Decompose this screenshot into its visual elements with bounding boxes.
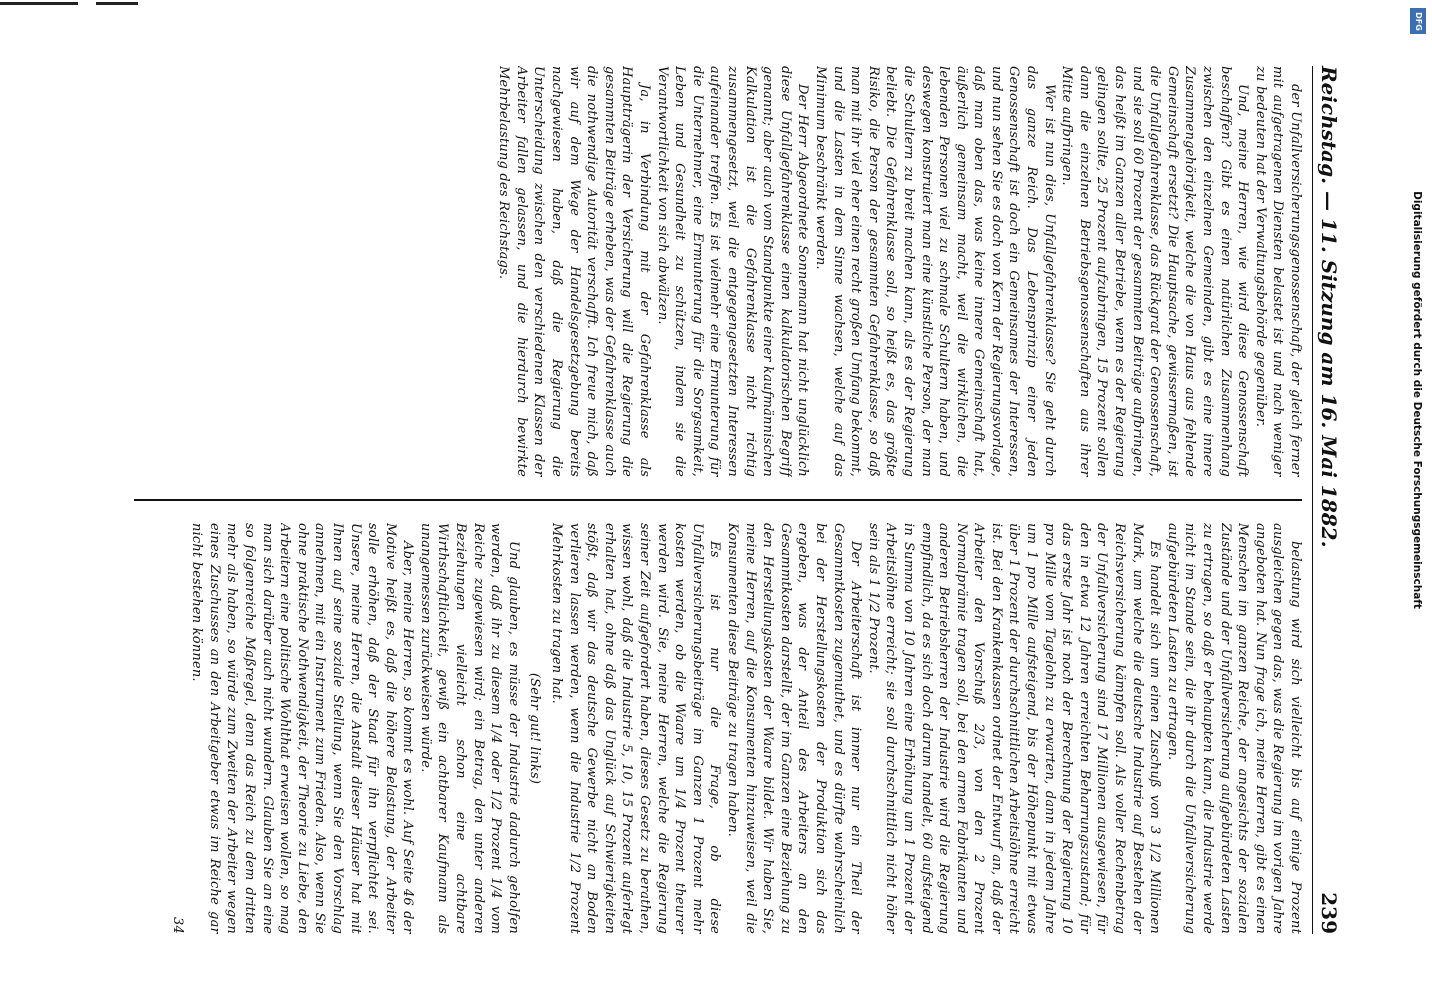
paragraph: Ja, in Verbindung mit der Gefahrenklasse als Hauptträgerin der Versicherung will die Regierung die gesammten Beiträge erheben, was der Gefahrenklasse auch die nothwendige Autorität verschafft. Ich freue mich, daß wir auf dem Wege der Handelsgesetzgebung bereits nachgewiesen haben, daß die Regierung die Unterscheidung zwischen den verschiedenen Klassen der Arbeiter fallen gelassen, und die hierdurch bewirkte Mehrbelastung des Reichstags. <box>496 66 653 477</box>
running-header <box>1312 66 1341 934</box>
text-columns <box>134 66 1304 934</box>
paragraph: Es ist nur die Frage, ob diese Unfallversicherungsbeiträge im Ganzen 1 Prozent mehr kosten werden, ob die Waare um 1/4 Prozent theurer werden wird. Sie, meine Herren, welche die Regierung seiner Zeit aufgefordert haben, dieses Gesetz zu berathen, wissen wohl, daß die Industrie 5, 10, 15 Prozent auferlegt erhalten hat, ohne daß das Unglück auf Schwierigkeiten stößt, daß wir das deutsche Gewerbe nicht an Boden verlieren lassen werden, wenn die Industrie 1/2 Prozent Mehrkosten zu tragen hat. <box>549 523 723 934</box>
digitization-note-text: Digitalisierung gefördert durch die Deutsche Forschungsgemeinschaft <box>1411 191 1423 609</box>
dfg-logo-label: DFG <box>1413 11 1423 31</box>
paragraph: belastung wird sich vielleicht bis auf einige Prozent ausgleichen gegen das, was die Regierung im vorigen Jahre angeboten hat. Nun frage ich, meine Herren, gibt es einen Menschen im ganzen Reiche, der angesichts der sozialen Zustände und der Unfallversicherung aufgebürdeten Lasten zu ertragen, so daß er behaupten kann, die Industrie werde nicht im Stande sein, die ihr durch die Unfallversicherung aufgebürdeten Lasten zu ertragen. <box>1164 523 1303 934</box>
paragraph: Der Herr Abgeordnete Sonnemann hat nicht unglücklich diese Unfallgefahrenklasse einen kalkulatorischen Begriff genannt; aber auch vom Standpunkte einer kaufmännischen Kalkulation ist die Gefahrenklasse nicht richtig zusammengesetzt, weil die entgegengesetzten Interessen aufeinander treffen. Es ist vielmehr eine Ermunterung für die Unternehmer, eine Ermunterung für die Sorgsamkeit, Leben und Gesundheit zu schützen, indem sie die Verantwortlichkeit von sich abwälzen. <box>654 66 811 477</box>
signature-mark: 34 <box>169 917 185 934</box>
paragraph: der Unfallversicherungsgenossenschaft, der gleich ferner mit aufgetragenen Diensten belastet ist und nach weniger zu bedeuten hat der Verwaltungsbehörde gegenüber. <box>1252 66 1303 477</box>
column-divider <box>134 499 1302 501</box>
paragraph: Und glauben, es müsse der Industrie dadurch geholfen werden, daß ihr zu diesem 1/4 oder 1/2 Prozent 1/4 vom Reiche zugewiesen wird; ein Betrag, den unter anderen Beziehungen vielleicht schon eine achtbare Wirthschaftlichkeit, gewiß ein achtbarer Kaufmann als unangemessen zurückweisen würde. <box>417 523 521 934</box>
paragraph: Und, meine Herren, wie wird diese Genossenschaft beschaffen? Gibt es einen natürlichen Zusammenhang zwischen den einzelnen Gemeinden, gibt es eine innere Zusammengehörigkeit, welche die von Haus aus fehlende Gemeinschaft ersetzt? Die Hauptsache, gewissermaßen, ist die Unfallgefahrenklasse, das Rückgrat der Genossenschaft, und sie soll 60 Prozent der gesammten Beiträge aufbringen, das heißt im Ganzen aller Betriebe, wenn es der Regierung gelingen sollte, 25 Prozent aufzubringen, 15 Prozent sollen dann die einzelnen Betriebsgenossenschaften aus ihrer Mitte aufbringen. <box>1059 66 1251 477</box>
interjection: (Sehr gut! links) <box>527 672 543 785</box>
paragraph: Wer ist nun dies, Unfallgefahrenklasse? Sie geht durch das ganze Reich. Das Lebensprinzip einer jeden Genossenschaft ist doch ein Gemeinsames der Interessen, und nun sehen Sie es doch von Kern der Regierungsvorlage, daß man oben das, was keine innere Gemeinschaft hat, äußerlich gemeinsam macht, weil die wirklichen, die lebenden Personen viel zu schmale Schultern haben, und deswegen konstruiert man eine künstliche Person, der man die Schultern zu breit machen kann, als es der Regierung beliebt. Die Gefahrenklasse soll, so heißt es, das größte Risiko, die Person der gesammten Gefahrenklasse, so daß man mit ihr viel eher einen recht großen Umfang bekommt, und die Lasten in dem Sinne wachsen, welche auf das Minimum beschränkt werden. <box>812 66 1057 477</box>
scan-corner-mark <box>96 2 138 5</box>
page-number: 239 <box>1317 892 1341 934</box>
left-column <box>134 66 1304 477</box>
right-column <box>134 523 1304 934</box>
paragraph: Aber, meine Herren, so kommt es wohl. Auf Seite 46 der Motive heißt es, daß die höhere Belastung, der Arbeiter solle erhöhen, daß der Staat für ihn verpflichtet sei. Unsere, meine Herren, die Anstalt dieser Häuser hat mit Ihnen auf seine soziale Stellung, wenn Sie den Vorschlag annehmen, mit ein Instrument zum Frieden. Also, wenn Sie ohne praktische Nothwendigkeit, der Theorie zu Liebe, den Arbeitern eine politische Wohlthat erweisen wollen, so mag man sich darüber auch nicht wundern. Glauben Sie an eine so folgenreiche Maßregel, denn das Reich zu dem dritten mehr als haben, so würde zum Zweiten der Arbeiter wegen eines Zuschusses an den Arbeitgeber etwas im Reiche gar nicht bestehen können. <box>189 523 416 934</box>
paragraph: Es handelt sich um einen Zuschuß von 3 1/2 Millionen Mark, um welche die deutsche Industrie auf Bestehen der Reichsversicherung kämpfen soll. Als voller Rechenbetrag der Unfallversicherung sind 17 Millionen ausgewiesen, für den in etwa 12 Jahren erreichten Beharrungszustand; für das erste Jahr ist noch der Berechnung der Regierung 10 pro Mille vom Tagelohn zu erwarten, dann in jedem Jahre um 1 pro Mille aufsteigend, bis der Höhepunkt mit etwas über 1 Prozent der durchschnittlichen Arbeitslöhne erreicht ist. Bei den Krankenkassen ordnet der Entwurf an, daß der Arbeiter den Vorschuß 2/3, von den 2 Prozent Normalprämie tragen soll, bei den armen Fabrikanten und anderen Betriebsherren der Industrie wird die Regierung empfindlich, da es sich doch darum handelt, 60 aufsteigend in Summa von 10 Jahren eine Erhöhung um 1 Prozent der Arbeitslöhne erreicht; sie soll durchschnittlich nicht höher sein als 1 1/2 Prozent. <box>865 523 1163 934</box>
scan-corner-mark <box>0 2 78 5</box>
digitization-note <box>1406 0 1428 1000</box>
scanned-page <box>51 30 1381 970</box>
header-title: Reichstag. — 11. Sitzung am 16. Mai 1882. <box>1317 66 1341 548</box>
paragraph: Der Arbeiterschaft ist immer nur ein Theil der Gesammtkosten zugemuthet, und es dürfte wahrscheinlich bei der Herstellungskosten der Produktion sich das ergeben, was der Anteil des Arbeiters an den Gesammtkosten darstellt, der im Ganzen eine Beziehung zu den Herstellungskosten der Waare bildet. Wir haben Sie, meine Herren, auf die Konsumenten hinzuweisen, weil die Konsumenten diese Beiträge zu tragen haben. <box>725 523 864 934</box>
